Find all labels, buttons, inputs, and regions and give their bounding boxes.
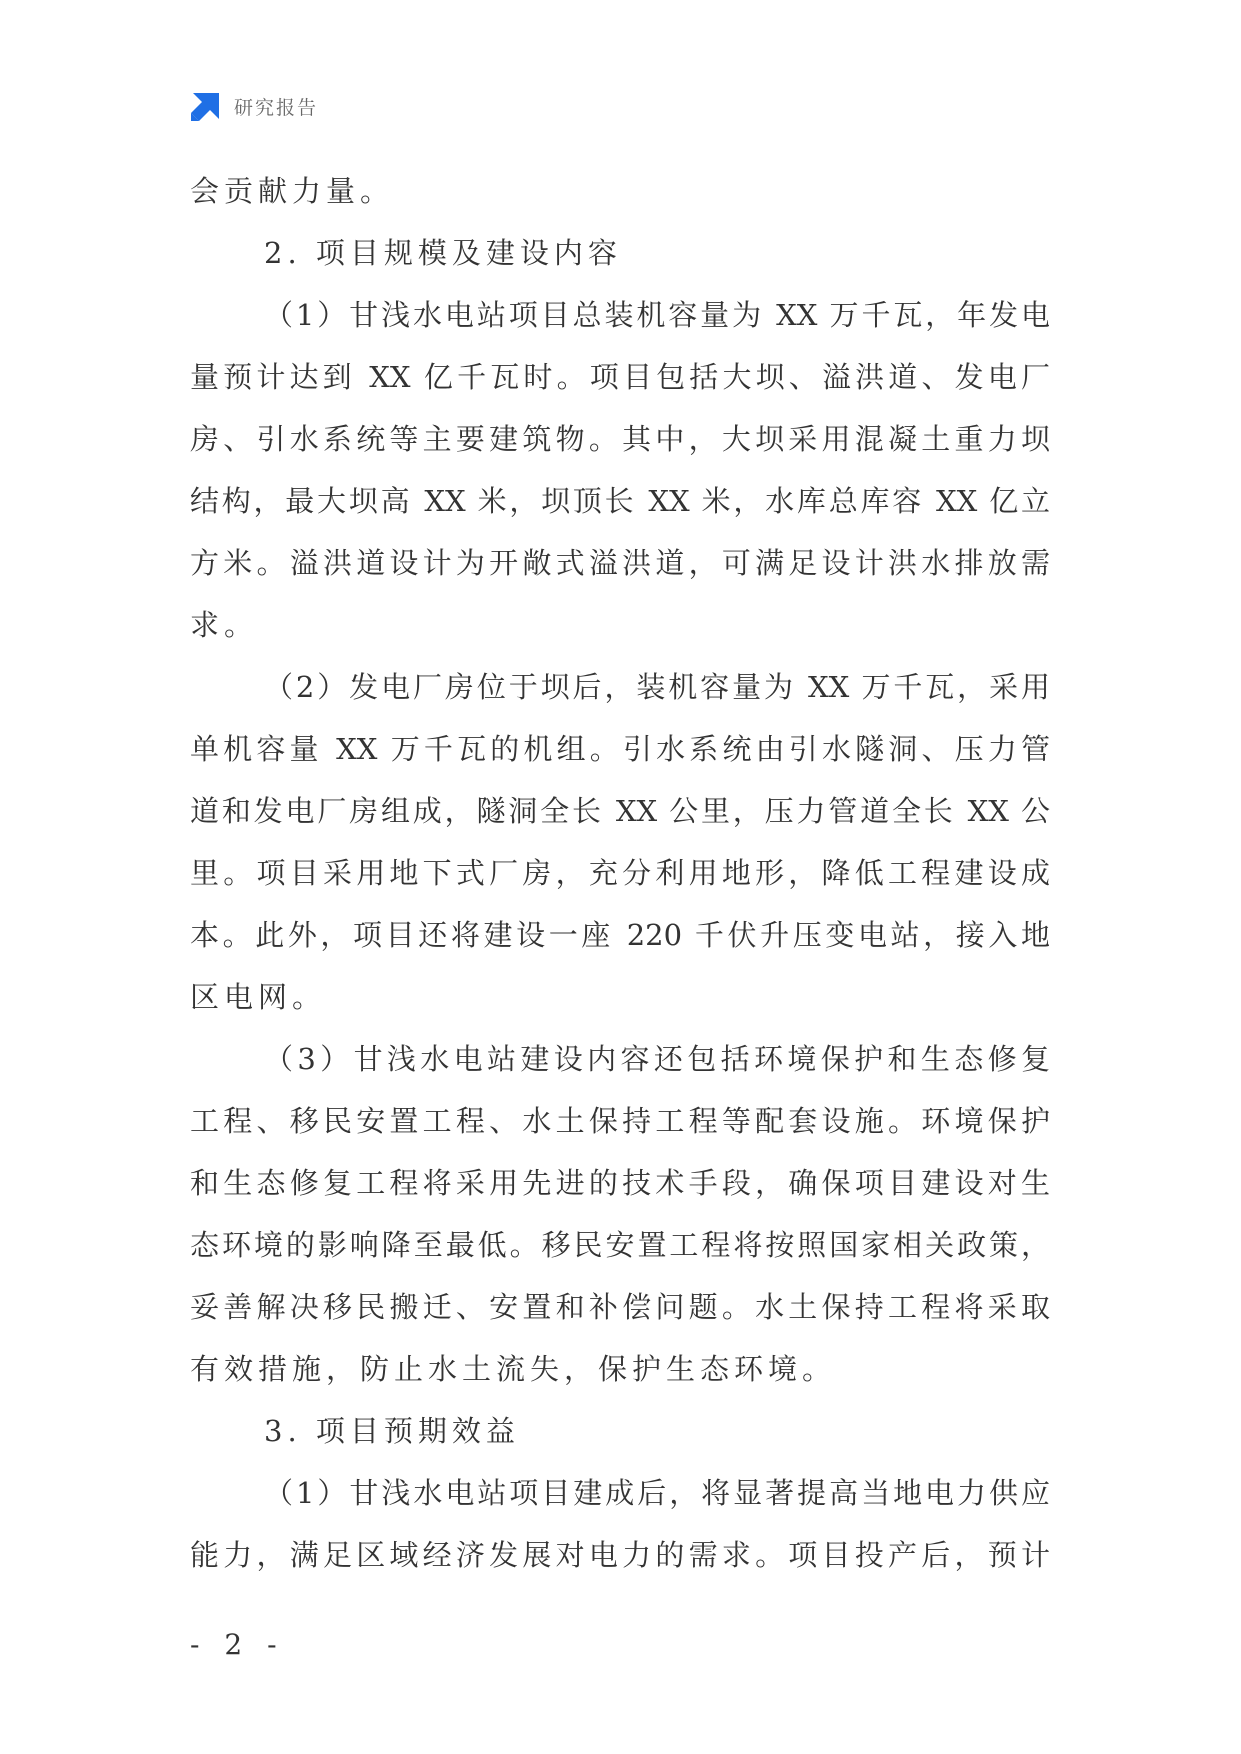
text-line: 态环境的影响降至最低。移民安置工程将按照国家相关政策， xyxy=(190,1228,1050,1262)
text-line: 有效措施，防止水土流失，保护生态环境。 xyxy=(190,1352,837,1386)
section-heading-3: 3. 项目预期效益 xyxy=(264,1414,520,1448)
header-label: 研究报告 xyxy=(234,96,319,119)
text-line: （1）甘浅水电站项目建成后，将显著提高当地电力供应 xyxy=(264,1476,1050,1510)
text-line: 本。此外，项目还将建设一座 220 千伏升压变电站，接入地 xyxy=(190,918,1050,952)
text-line: 量预计达到 XX 亿千瓦时。项目包括大坝、溢洪道、发电厂 xyxy=(190,360,1050,394)
document-body xyxy=(190,160,1050,1586)
report-header xyxy=(190,88,318,124)
section-heading-2: 2. 项目规模及建设内容 xyxy=(264,236,622,270)
text-line: 和生态修复工程将采用先进的技术手段，确保项目建设对生 xyxy=(190,1166,1050,1200)
text-line: （3）甘浅水电站建设内容还包括环境保护和生态修复 xyxy=(264,1042,1050,1076)
page-number: - 2 - xyxy=(190,1628,285,1661)
text-line: 道和发电厂房组成，隧洞全长 XX 公里，压力管道全长 XX 公 xyxy=(190,794,1050,828)
text-line: 结构，最大坝高 XX 米，坝顶长 XX 米，水库总库容 XX 亿立 xyxy=(190,484,1050,518)
arrow-up-right-logo-icon xyxy=(190,90,222,122)
text-line: 工程、移民安置工程、水土保持工程等配套设施。环境保护 xyxy=(190,1104,1050,1138)
text-line: 会贡献力量。 xyxy=(190,174,395,208)
text-line: 能力，满足区域经济发展对电力的需求。项目投产后，预计 xyxy=(190,1538,1050,1572)
text-line: （1）甘浅水电站项目总装机容量为 XX 万千瓦，年发电 xyxy=(264,298,1050,332)
text-line: 区电网。 xyxy=(190,980,327,1014)
text-line: （2）发电厂房位于坝后，装机容量为 XX 万千瓦，采用 xyxy=(264,670,1050,704)
text-line: 单机容量 XX 万千瓦的机组。引水系统由引水隧洞、压力管 xyxy=(190,732,1050,766)
text-line: 求。 xyxy=(190,608,259,642)
text-line: 房、引水系统等主要建筑物。其中，大坝采用混凝土重力坝 xyxy=(190,422,1050,456)
text-line: 方米。溢洪道设计为开敞式溢洪道，可满足设计洪水排放需 xyxy=(190,546,1050,580)
text-line: 里。项目采用地下式厂房，充分利用地形，降低工程建设成 xyxy=(190,856,1050,890)
text-line: 妥善解决移民搬迁、安置和补偿问题。水土保持工程将采取 xyxy=(190,1290,1050,1324)
